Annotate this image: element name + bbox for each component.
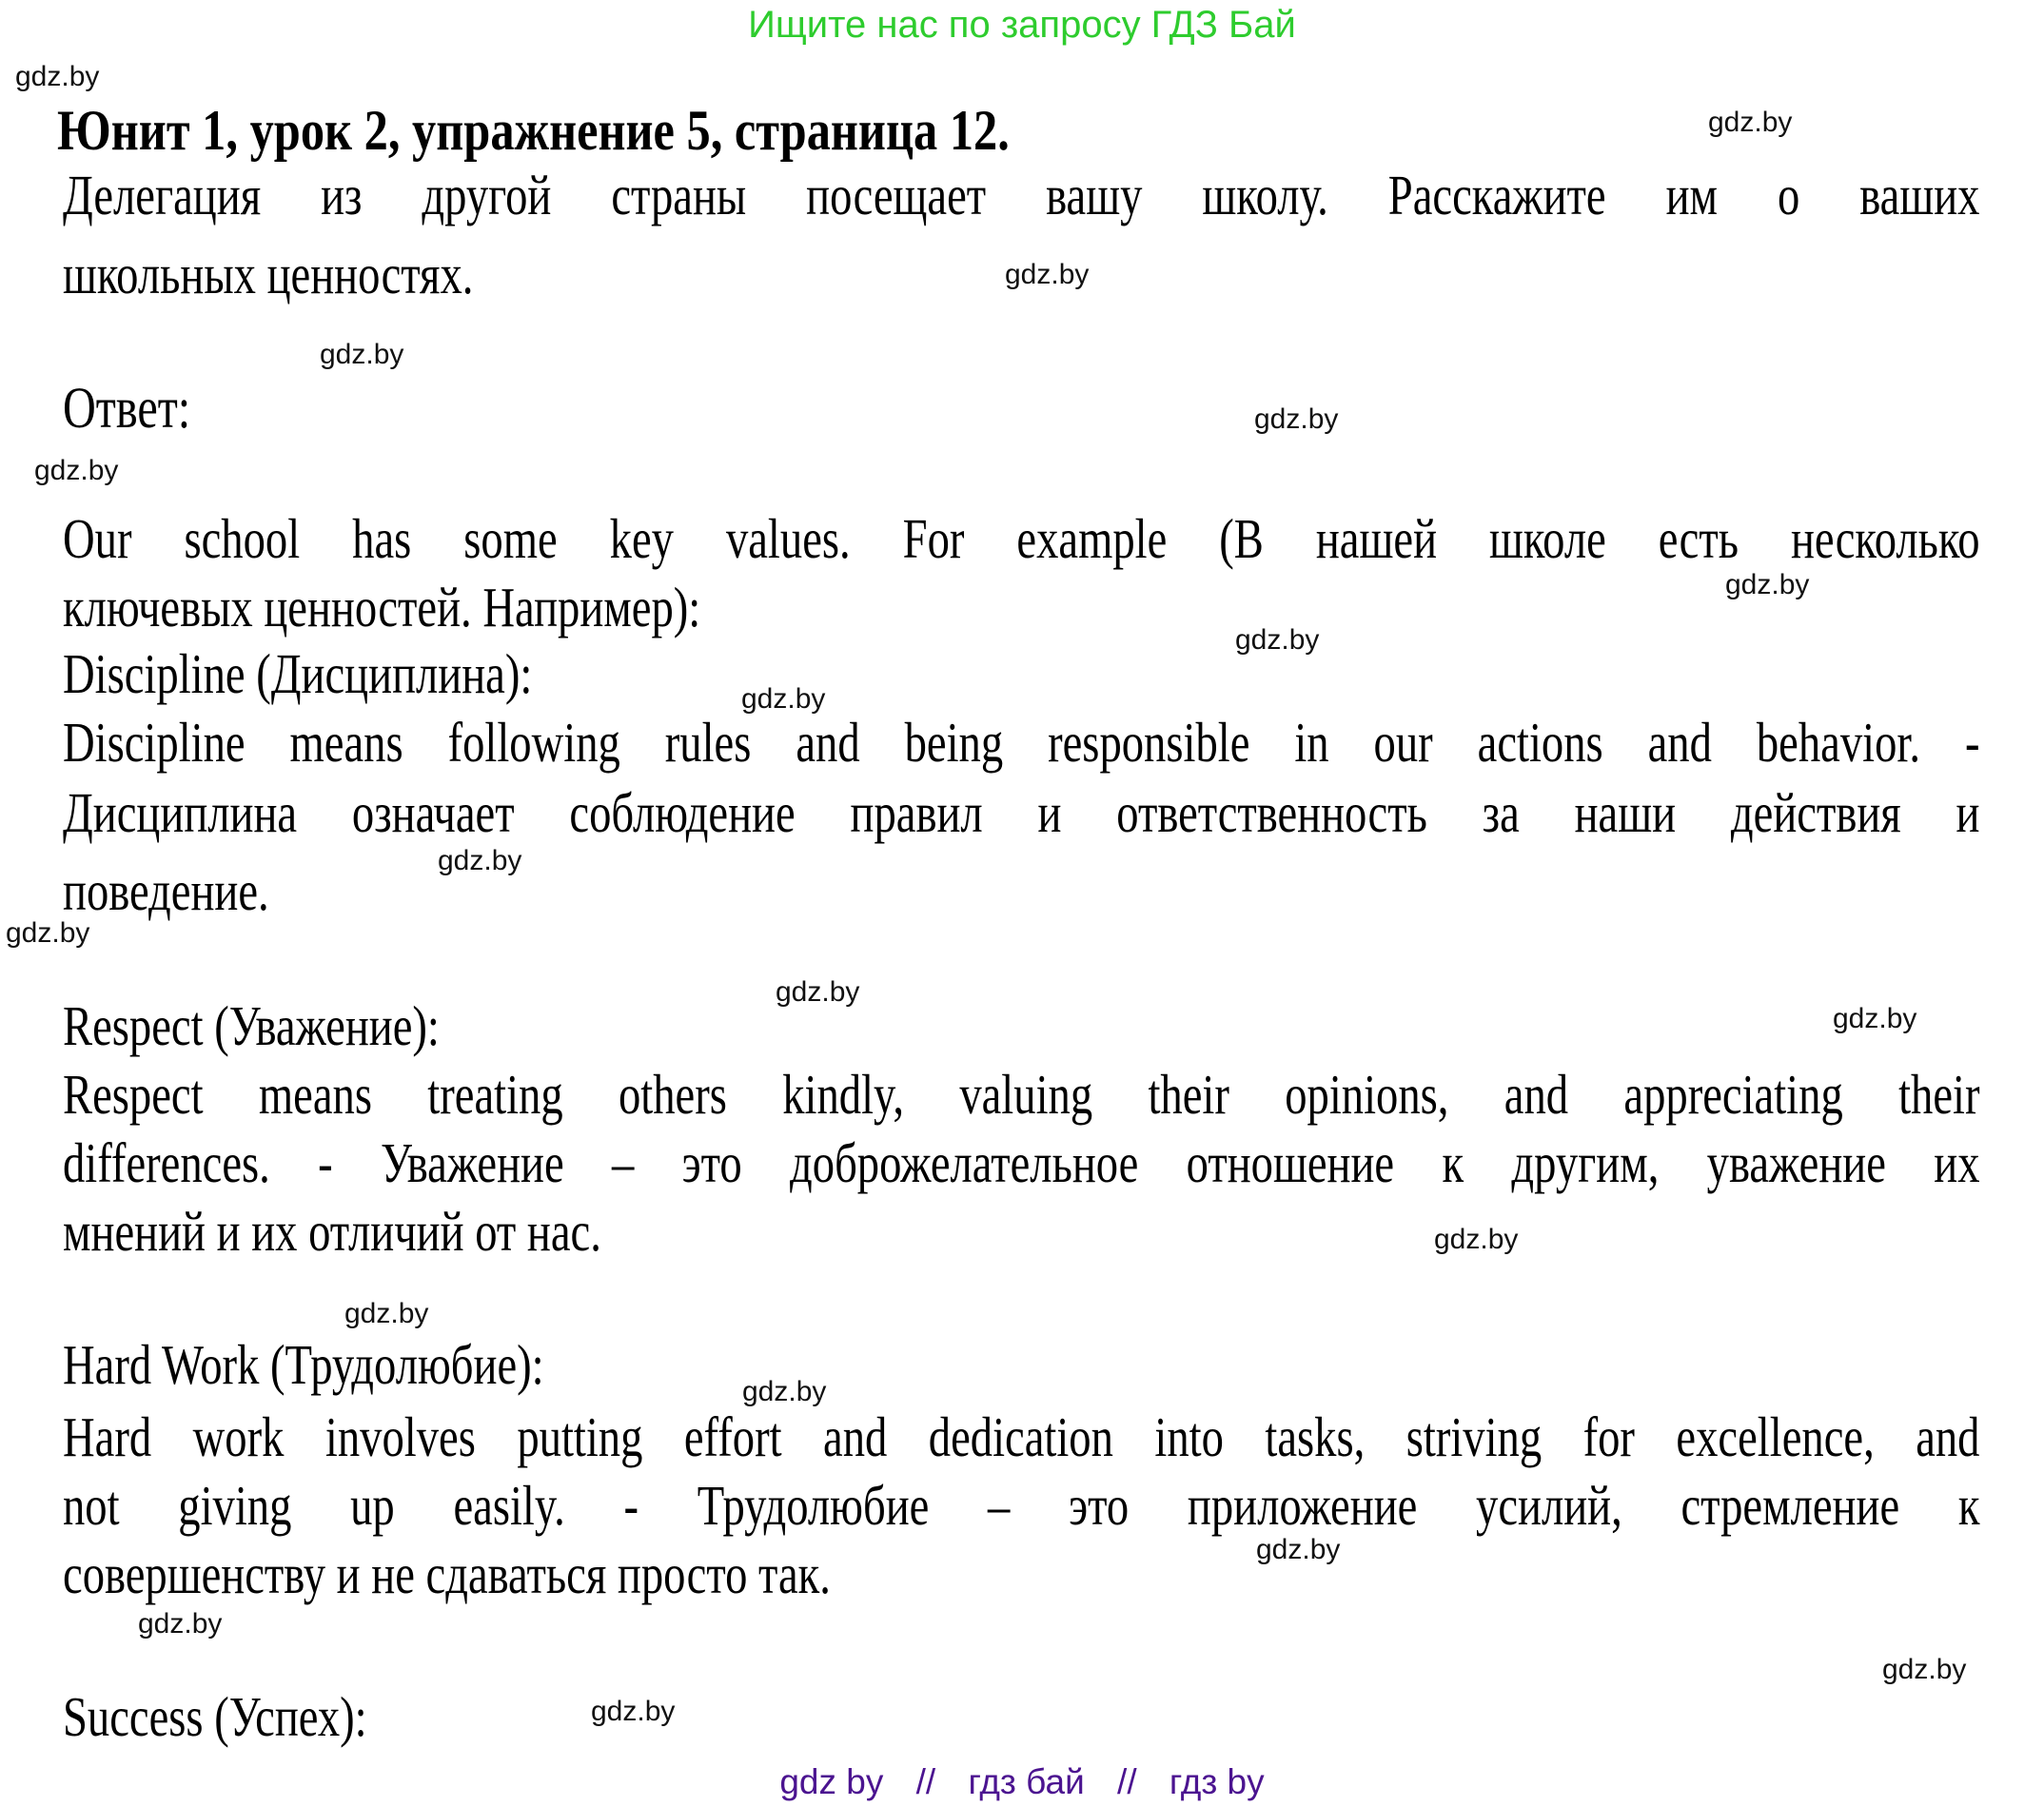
gdz-watermark: gdz.by (591, 1696, 676, 1727)
gdz-watermark: gdz.by (776, 976, 860, 1008)
gdz-watermark: gdz.by (1235, 624, 1320, 656)
gdz-watermark: gdz.by (1833, 1003, 1917, 1034)
text-line: мнений и их отличий от нас. (63, 1200, 601, 1263)
gdz-watermark: gdz.by (34, 455, 119, 486)
text-line: Hard Work (Трудолюбие): (63, 1333, 544, 1396)
text-line: Success (Успех): (63, 1685, 367, 1748)
text-line: differences. - Уважение – это доброжелательное отношение к другим, уважение их (63, 1131, 1980, 1194)
text-line: Делегация из другой страны посещает вашу школу. Расскажите им о ваших (63, 164, 1980, 226)
text-line: Respect means treating others kindly, valuing their opinions, and appreciating their (63, 1063, 1980, 1126)
text-line: Дисциплина означает соблюдение правил и ответственность за наши действия и (63, 781, 1980, 844)
footer-brand-gdz-bai-cyrillic: гдз бай (968, 1762, 1085, 1801)
gdz-watermark: gdz.by (6, 917, 90, 949)
gdz-watermark: gdz.by (1434, 1224, 1519, 1255)
footer-separator: // (1117, 1762, 1137, 1801)
gdz-watermark: gdz.by (1725, 569, 1810, 600)
text-line: Our school has some key values. For example (В нашей школе есть несколько (63, 507, 1980, 570)
gdz-watermark: gdz.by (741, 683, 826, 715)
text-line: Discipline (Дисциплина): (63, 642, 533, 705)
text-line: Respect (Уважение): (63, 994, 440, 1057)
gdz-watermark: gdz.by (344, 1298, 429, 1329)
text-line: Discipline means following rules and being responsible in our actions and behavior. - (63, 711, 1980, 774)
text-line: Hard work involves putting effort and dedication into tasks, striving for excellence, and (63, 1405, 1980, 1468)
gdz-watermark: gdz.by (320, 339, 404, 370)
text-line: поведение. (63, 859, 269, 922)
text-line: ключевых ценностей. Например): (63, 576, 701, 638)
exercise-title: Юнит 1, урок 2, упражнение 5, страница 12. (57, 99, 1010, 162)
footer-brand-gdz-by-latin: gdz by (779, 1762, 884, 1801)
footer (0, 1762, 2044, 1802)
gdz-watermark: gdz.by (1882, 1654, 1967, 1685)
text-line: совершенству и не сдаваться просто так. (63, 1542, 831, 1605)
gdz-watermark: gdz.by (1708, 107, 1793, 138)
gdz-watermark: gdz.by (138, 1608, 223, 1640)
gdz-watermark: gdz.by (438, 845, 522, 876)
footer-separator: // (915, 1762, 936, 1801)
promo-banner: Ищите нас по запросу ГДЗ Бай (748, 4, 1296, 46)
gdz-watermark: gdz.by (1005, 259, 1090, 290)
gdz-watermark: gdz.by (1256, 1534, 1341, 1565)
gdz-watermark: gdz.by (742, 1376, 827, 1407)
gdz-watermark: gdz.by (1254, 403, 1339, 435)
gdz-watermark: gdz.by (15, 61, 100, 92)
text-line: not giving up easily. - Трудолюбие – это приложение усилий, стремление к (63, 1474, 1980, 1537)
footer-brand-gdz-by-cyrillic: гдз by (1169, 1762, 1265, 1801)
text-line: школьных ценностях. (63, 243, 474, 305)
answer-label: Ответ: (63, 377, 191, 441)
